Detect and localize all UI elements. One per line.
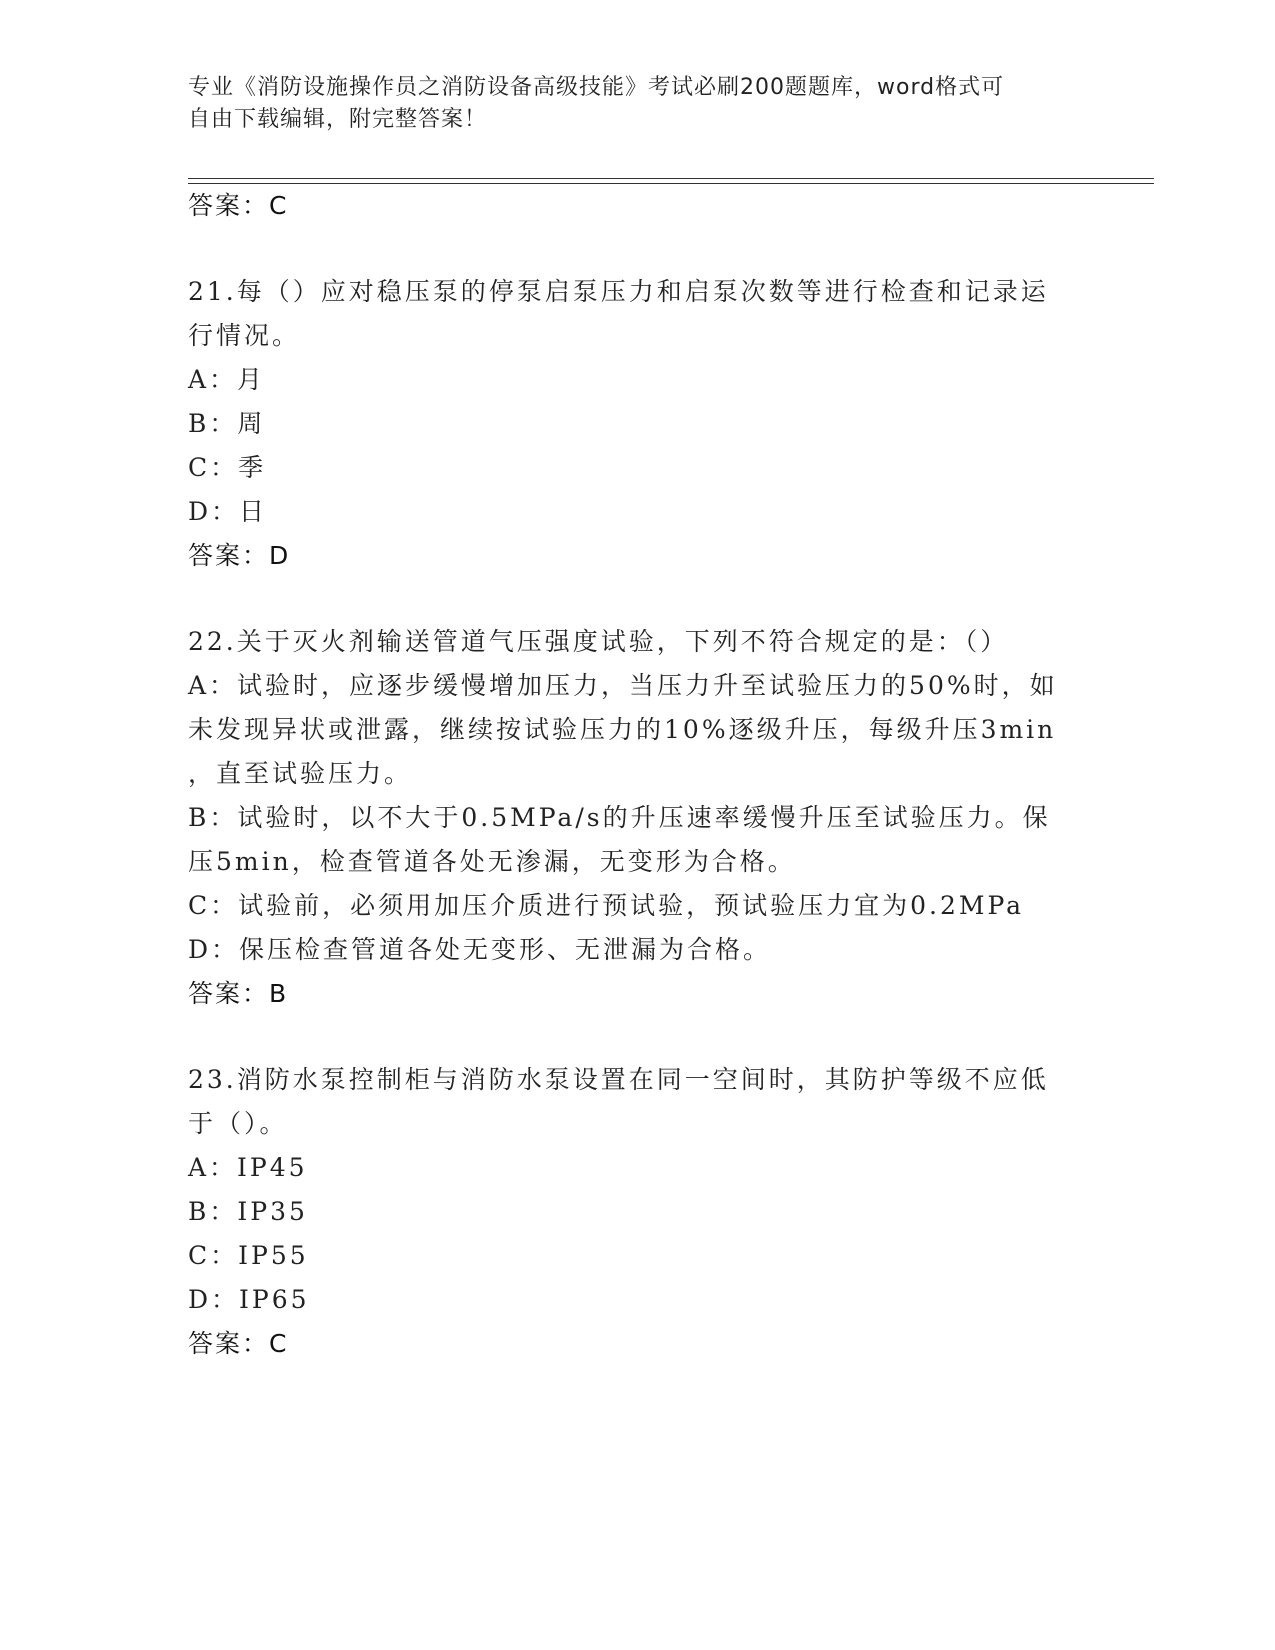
question-21-stem-line-2: 行情况。 — [188, 321, 301, 350]
previous-answer: 答案：C — [188, 191, 289, 220]
question-23-answer: 答案：C — [188, 1329, 289, 1358]
header-line-2: 自由下载编辑，附完整答案！ — [188, 107, 488, 132]
header-divider-top — [188, 178, 1154, 179]
question-21-stem-line-1: 21.每（）应对稳压泵的停泵启泵压力和启泵次数等进行检查和记录运 — [188, 277, 1049, 306]
document-header — [188, 72, 1068, 136]
question-23-option-c: C：IP55 — [188, 1241, 309, 1270]
question-23-option-d: D：IP65 — [188, 1285, 310, 1314]
header-divider-bottom — [188, 183, 1154, 184]
question-22-option-c: C：试验前，必须用加压介质进行预试验，预试验压力宜为0.2MPa — [188, 891, 1025, 920]
question-21-option-d: D：日 — [188, 497, 268, 526]
question-23-option-a: A：IP45 — [188, 1153, 308, 1182]
question-22-answer: 答案：B — [188, 979, 289, 1008]
question-22-option-a-line-3: ，直至试验压力。 — [188, 759, 413, 788]
question-23-stem-line-1: 23.消防水泵控制柜与消防水泵设置在同一空间时，其防护等级不应低 — [188, 1065, 1049, 1094]
question-21-answer: 答案：D — [188, 541, 291, 570]
question-21-option-b: B：周 — [188, 409, 266, 438]
question-23-stem-line-2: 于（）。 — [188, 1109, 288, 1138]
question-21-option-a: A：月 — [188, 365, 266, 394]
question-23-option-b: B：IP35 — [188, 1197, 308, 1226]
question-22-option-b-line-1: B：试验时，以不大于0.5MPa/s的升压速率缓慢升压至试验压力。保 — [188, 803, 1051, 832]
question-22-option-a-line-2: 未发现异状或泄露，继续按试验压力的10%逐级升压，每级升压3min — [188, 715, 1057, 744]
question-22-option-d: D：保压检查管道各处无变形、无泄漏为合格。 — [188, 935, 772, 964]
question-21-option-c: C：季 — [188, 453, 267, 482]
header-line-1: 专业《消防设施操作员之消防设备高级技能》考试必刷200题题库，word格式可 — [188, 75, 1005, 100]
question-22-stem: 22.关于灭火剂输送管道气压强度试验，下列不符合规定的是：（） — [188, 627, 1009, 656]
question-22-option-b-line-2: 压5min，检查管道各处无渗漏，无变形为合格。 — [188, 847, 796, 876]
question-22-option-a-line-1: A：试验时，应逐步缓慢增加压力，当压力升至试验压力的50%时，如 — [188, 671, 1058, 700]
